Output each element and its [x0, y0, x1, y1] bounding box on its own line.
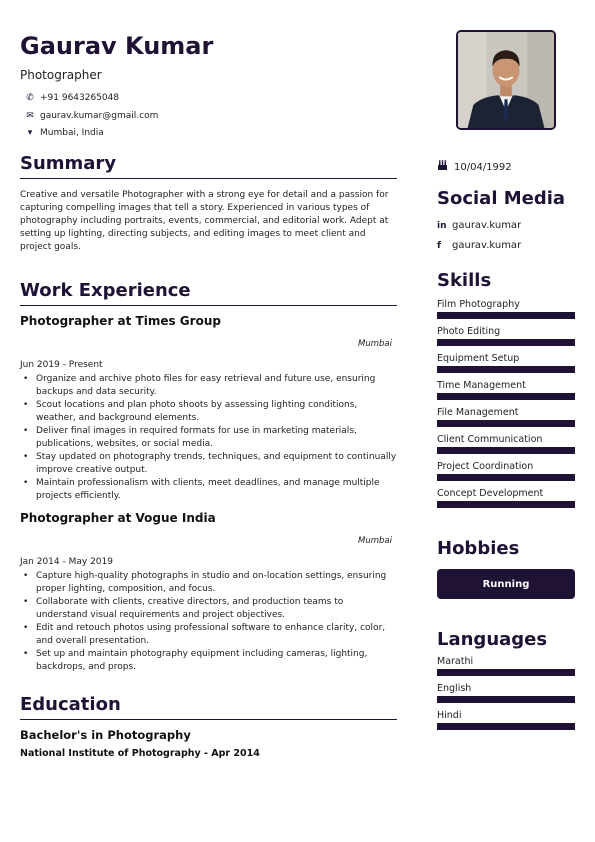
job-entry: [20, 314, 397, 503]
job-bullet: • Deliver final images in required formats for use in marketing materials, publications, websites, or social media.: [20, 425, 397, 451]
skill-level-bar: [437, 366, 575, 373]
summary-section: [20, 153, 397, 254]
skill-level-bar: [437, 339, 575, 346]
skill-label: Time Management: [437, 380, 526, 391]
language-level-bar: [437, 669, 575, 676]
language-list: [437, 655, 575, 730]
job-bullets: [20, 570, 397, 674]
skill-label: Photo Editing: [437, 326, 501, 337]
job-title: Photographer at Vogue India: [20, 510, 216, 525]
work-experience-section: [20, 280, 397, 674]
skill-label: Project Coordination: [437, 461, 534, 472]
profile-photo-illustration: [458, 32, 554, 128]
work-experience-heading: Work Experience: [20, 280, 397, 306]
contact-email: [20, 108, 397, 126]
social-media-section: [437, 188, 575, 256]
job-bullet: • Scout locations and plan photo shoots by assessing lighting conditions, weather, and background elements.: [20, 399, 397, 425]
linkedin-handle: gaurav.kumar: [452, 220, 522, 231]
phone-text: +91 9643265048: [40, 93, 120, 103]
candidate-role: Photographer: [20, 68, 102, 82]
location-text: Mumbai, India: [40, 128, 104, 138]
job-title: Photographer at Times Group: [20, 313, 221, 328]
profile-photo: [456, 30, 556, 130]
hobbies-heading: Hobbies: [437, 538, 520, 559]
contact-list: [20, 90, 397, 143]
language-item: [437, 682, 575, 703]
skill-item: [437, 298, 575, 319]
hobbies-section: [437, 538, 575, 599]
skill-list: [437, 298, 575, 508]
social-list: [437, 216, 575, 256]
degree-title: Bachelor's in Photography: [20, 727, 191, 742]
social-linkedin[interactable]: [437, 216, 575, 236]
job-bullet: • Stay updated on photography trends, techniques, and equipment to continually improve creative output.: [20, 451, 397, 477]
contact-location: [20, 125, 397, 143]
job-location: Mumbai: [358, 338, 392, 349]
skill-level-bar: [437, 312, 575, 319]
social-facebook[interactable]: [437, 236, 575, 256]
language-level-bar: [437, 723, 575, 730]
dob-text: 10/04/1992: [454, 161, 512, 173]
linkedin-icon: in: [437, 221, 447, 231]
location-pin-icon: ▾: [27, 128, 33, 138]
language-label: Hindi: [437, 710, 462, 721]
job-bullet: • Maintain professionalism with clients, meet deadlines, and manage multiple projects efficiently.: [20, 477, 397, 503]
language-label: English: [437, 683, 472, 694]
sidebar-column: [437, 30, 575, 736]
social-media-heading: Social Media: [437, 188, 566, 209]
languages-heading: Languages: [437, 629, 548, 650]
facebook-icon: f: [437, 241, 441, 251]
languages-section: [437, 629, 575, 730]
skill-level-bar: [437, 393, 575, 400]
summary-text: Creative and versatile Photographer with a strong eye for detail and a passion for capturing compelling images that tell a story. Experienced in various types of photography including portraits, events, commercial, and editorial work. Adept at setting up lighting, directing subjects, and editing images to meet client and project goals.: [20, 189, 389, 252]
skill-label: File Management: [437, 407, 519, 418]
skill-level-bar: [437, 474, 575, 481]
skill-label: Client Communication: [437, 434, 543, 445]
language-label: Marathi: [437, 656, 474, 667]
job-bullet: • Edit and retouch photos using professional software to enhance clarity, color, and overall presentation.: [20, 622, 397, 648]
summary-heading: Summary: [20, 153, 397, 179]
skill-item: [437, 460, 575, 481]
email-text: gaurav.kumar@gmail.com: [40, 110, 159, 121]
skill-item: [437, 325, 575, 346]
skill-item: [437, 379, 575, 400]
skill-label: Concept Development: [437, 488, 544, 499]
date-of-birth: [437, 160, 575, 175]
phone-icon: ✆: [26, 93, 34, 103]
skill-item: [437, 352, 575, 373]
skill-item: [437, 487, 575, 508]
birthday-cake-icon: [437, 160, 454, 175]
job-entry: [20, 511, 397, 674]
skill-level-bar: [437, 420, 575, 427]
candidate-name: Gaurav Kumar: [20, 32, 214, 60]
education-heading: Education: [20, 694, 397, 720]
language-level-bar: [437, 696, 575, 703]
job-bullet: • Capture high-quality photographs in studio and on-location settings, ensuring proper lighting, composition, and focus.: [20, 570, 397, 596]
skill-level-bar: [437, 447, 575, 454]
skills-section: [437, 270, 575, 508]
facebook-handle: gaurav.kumar: [452, 240, 522, 251]
hobby-badge: Running: [437, 569, 575, 599]
job-bullet: • Set up and maintain photography equipment including cameras, lighting, backdrops, and props.: [20, 648, 397, 674]
language-item: [437, 655, 575, 676]
contact-phone: [20, 90, 397, 108]
job-bullet: • Collaborate with clients, creative directors, and production teams to understand visual requirements and project objectives.: [20, 596, 397, 622]
mail-icon: ✉: [26, 110, 34, 121]
skills-heading: Skills: [437, 270, 492, 291]
skill-level-bar: [437, 501, 575, 508]
skill-label: Film Photography: [437, 299, 520, 310]
job-dates: Jan 2014 - May 2019: [20, 556, 113, 567]
skill-label: Equipment Setup: [437, 353, 520, 364]
job-bullet: • Organize and archive photo files for easy retrieval and future use, ensuring backups and data security.: [20, 373, 397, 399]
school-name: National Institute of Photography - Apr 2014: [20, 747, 260, 759]
job-dates: Jun 2019 - Present: [20, 359, 103, 370]
job-bullets: [20, 373, 397, 503]
main-column: [20, 30, 397, 760]
language-item: [437, 709, 575, 730]
skill-item: [437, 406, 575, 427]
skill-item: [437, 433, 575, 454]
job-location: Mumbai: [358, 535, 392, 546]
education-section: [20, 694, 397, 760]
